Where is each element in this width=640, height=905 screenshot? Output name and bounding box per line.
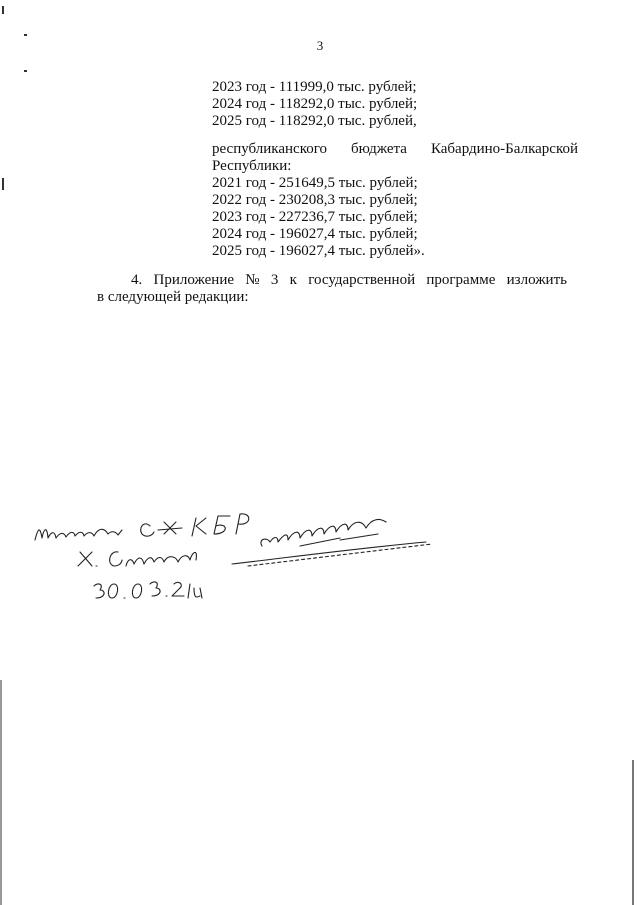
handwriting-line-1 [35, 529, 122, 540]
item4-word: программе [426, 272, 496, 288]
item4-word: 4. [131, 272, 143, 288]
item4-word: к [289, 272, 297, 288]
scan-mark [0, 680, 2, 905]
scan-mark [2, 6, 4, 14]
republic-heading [212, 141, 578, 158]
scan-mark [24, 34, 27, 36]
item4-word: Приложение [153, 272, 235, 288]
federal-line: 2024 год - 118292,0 тыс. рублей; [212, 96, 418, 112]
item4-word: 3 [270, 272, 279, 288]
republic-line: 2021 год - 251649,5 тыс. рублей; [212, 175, 418, 191]
item4-word: изложить [506, 272, 567, 288]
scan-mark [2, 178, 4, 190]
scan-mark [24, 70, 27, 72]
item4-word: государственной [308, 272, 416, 288]
handwriting-line-2 [78, 552, 92, 566]
republic-line: 2023 год - 227236,7 тыс. рублей; [212, 209, 418, 225]
item4-word: № [245, 272, 260, 288]
handwriting-date [94, 584, 104, 598]
republic-heading-line2: Республики: [212, 158, 292, 174]
federal-line: 2025 год - 118292,0 тыс. рублей, [212, 113, 417, 129]
heading-word: бюджета [351, 141, 407, 157]
republic-line: 2025 год - 196027,4 тыс. рублей». [212, 243, 425, 259]
item4-line2: в следующей редакции: [97, 289, 249, 305]
republic-line: 2024 год - 196027,4 тыс. рублей; [212, 226, 418, 242]
republic-line: 2022 год - 230208,3 тыс. рублей; [212, 192, 418, 208]
federal-line: 2023 год - 111999,0 тыс. рублей; [212, 79, 417, 95]
scan-mark [632, 760, 634, 905]
item4-paragraph [131, 272, 567, 289]
heading-word: республиканского [212, 141, 327, 157]
handwriting-signature [261, 520, 386, 546]
page-number: 3 [316, 38, 324, 53]
heading-word: Кабардино-Балкарской [430, 141, 578, 157]
